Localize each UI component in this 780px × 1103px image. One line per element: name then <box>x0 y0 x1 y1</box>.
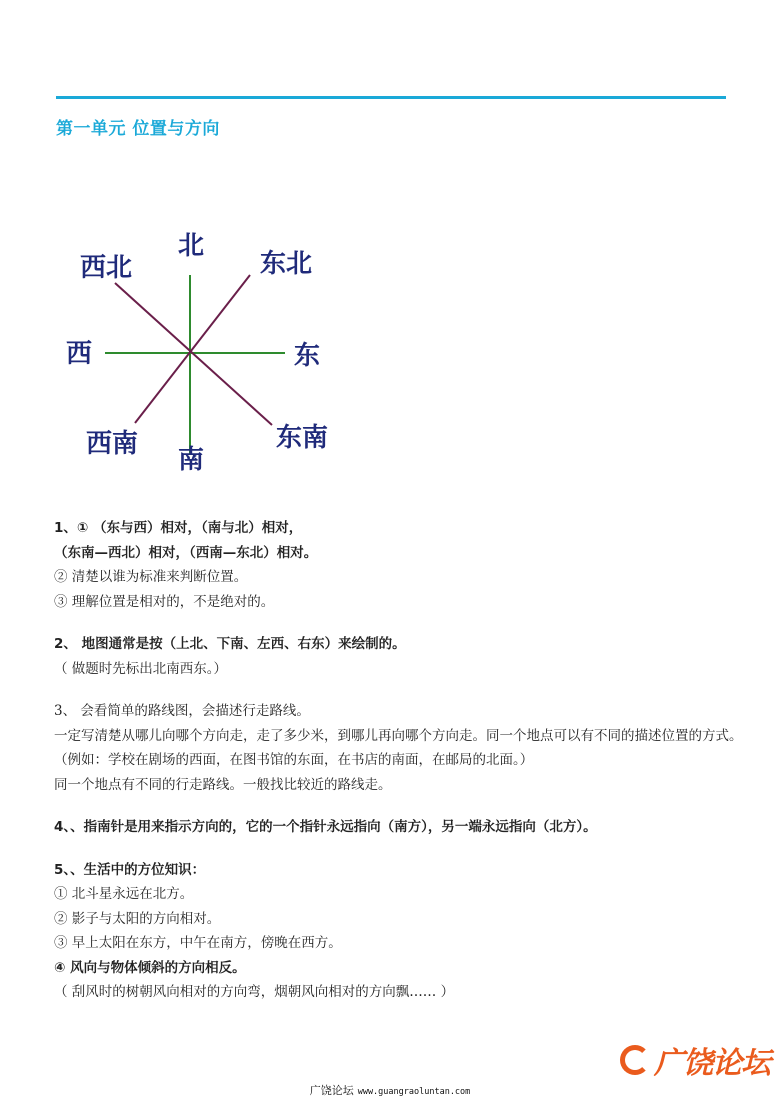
section-3-line-1: 3、 会看简单的路线图，会描述行走路线。 <box>54 703 310 719</box>
label-northwest: 西北 <box>80 253 133 283</box>
section-5-line-1: 5、、生活中的方位知识： <box>54 861 206 878</box>
section-4-line-1: 4、、指南针是用来指示方向的，它的一个指针永远指向（南方），另一端永远指向（北方）。 <box>54 819 597 835</box>
section-5-line-6: （ 刮风时的树朝风向相对的方向弯，烟朝风向相对的方向飘…… ） <box>54 984 455 1000</box>
header-rule <box>56 96 726 99</box>
logo-text: 广饶论坛 <box>654 1046 770 1081</box>
page-footer <box>0 1082 780 1098</box>
section-4 <box>54 815 744 840</box>
ne-sw-line <box>135 275 250 423</box>
label-south: 南 <box>178 445 205 475</box>
section-5-line-5: ④ 风向与物体倾斜的方向相反。 <box>54 959 246 976</box>
section-2 <box>54 632 744 681</box>
section-3-line-2: 一定写清楚从哪儿向哪个方向走，走了多少米，到哪儿再向哪个方向走。同一个地点可以有不同的描述位置的方式。（例如：学校在剧场的西面，在图书馆的东面，在书店的南面，在邮局的北面。） <box>54 727 743 768</box>
section-5 <box>54 858 744 1005</box>
label-southeast: 东南 <box>276 423 329 453</box>
section-1-line-2: （东南—西北）相对，（西南—东北）相对。 <box>54 544 318 561</box>
footer-site[interactable]: www.guangraoluntan.com <box>357 1087 471 1097</box>
section-5-line-3: ② 影子与太阳的方向相对。 <box>54 910 221 927</box>
label-northeast: 东北 <box>260 249 313 279</box>
section-2-line-1: 2、 地图通常是按（上北、下南、左西、右东）来绘制的。 <box>54 636 406 652</box>
notes-content <box>54 516 744 1005</box>
section-5-line-4: ③ 早上太阳在东方，中午在南方，傍晚在西方。 <box>54 935 342 951</box>
forum-logo <box>620 1040 770 1080</box>
section-1 <box>54 516 744 614</box>
section-3-line-3: 同一个地点有不同的行走路线。一般找比较近的路线走。 <box>54 776 392 793</box>
section-1-line-4: ③ 理解位置是相对的，不是绝对的。 <box>54 593 275 610</box>
label-west: 西 <box>66 339 93 369</box>
label-north: 北 <box>178 231 205 261</box>
section-5-line-2: ① 北斗星永远在北方。 <box>54 886 194 902</box>
label-east: 东 <box>294 341 321 371</box>
section-1-line-3: ② 清楚以谁为标准来判断位置。 <box>54 569 248 585</box>
page-title: 第一单元 位置与方向 <box>56 119 220 139</box>
footer-name: 广饶论坛 <box>309 1084 354 1097</box>
section-1-line-1: 1、① （东与西）相对，（南与北）相对， <box>54 520 303 536</box>
label-southwest: 西南 <box>86 429 139 459</box>
logo-mark-icon <box>620 1045 650 1075</box>
compass-diagram <box>60 225 360 485</box>
section-3 <box>54 699 744 797</box>
section-2-line-2: （ 做题时先标出北南西东。） <box>54 660 228 677</box>
